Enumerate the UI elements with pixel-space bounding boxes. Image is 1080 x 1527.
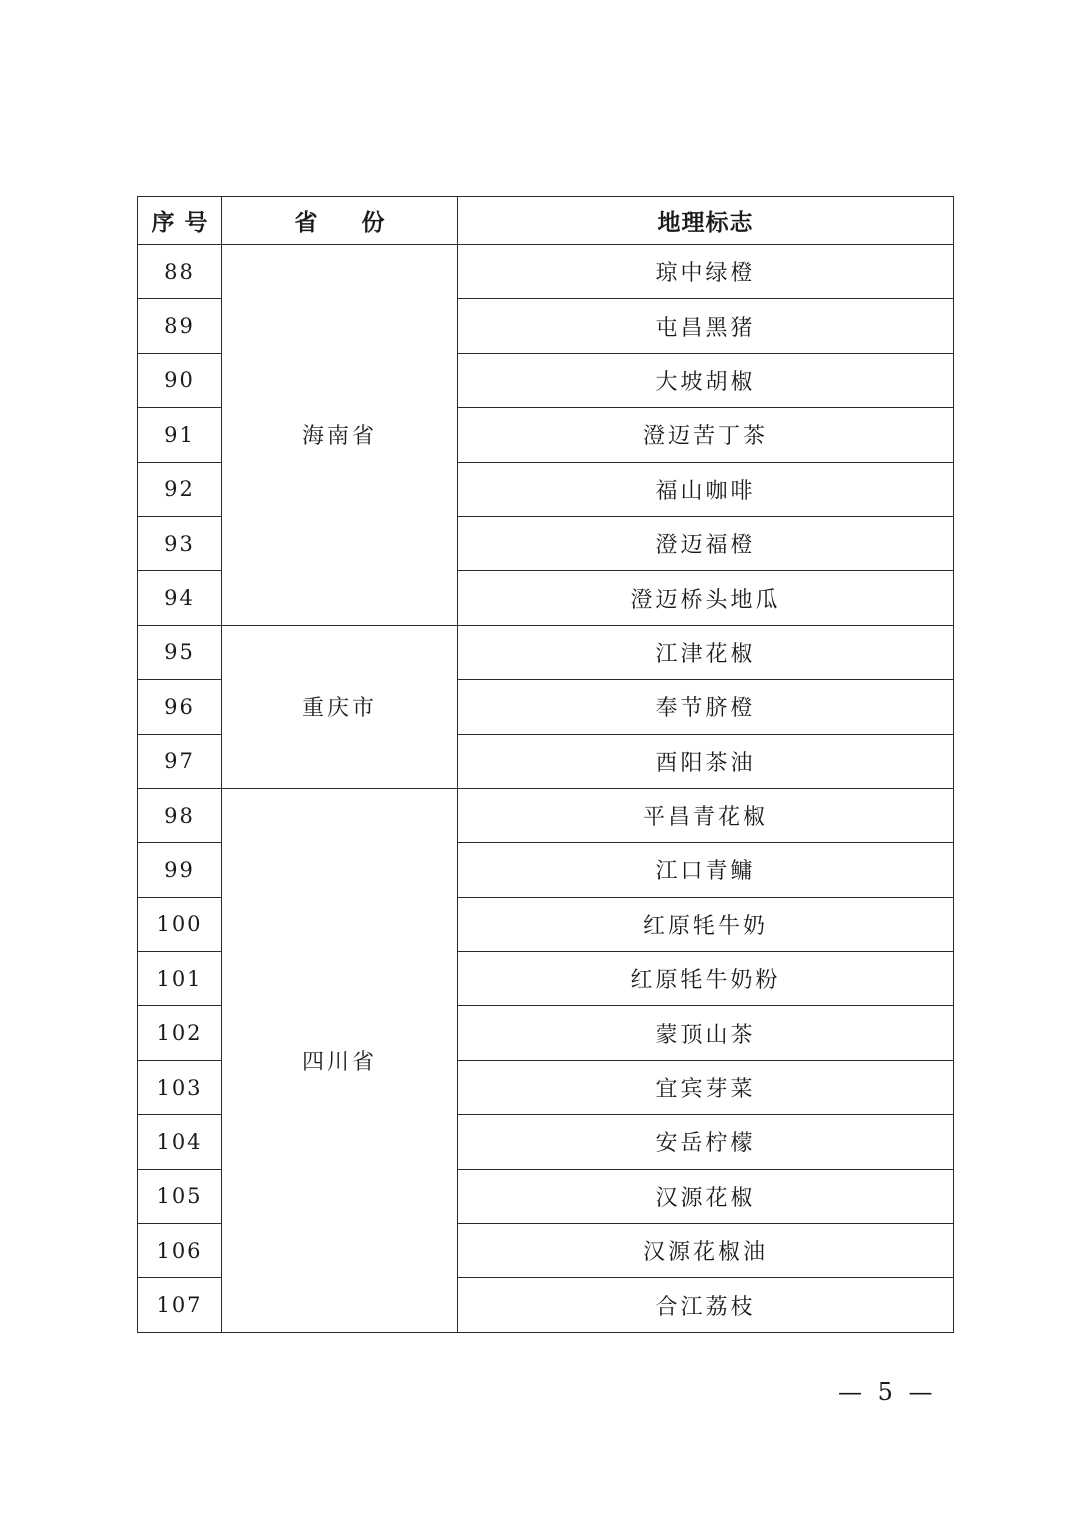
geo-indication-cell: 汉源花椒 — [458, 1169, 954, 1223]
header-seq: 序号 — [138, 197, 222, 245]
geo-indication-cell: 澄迈桥头地瓜 — [458, 571, 954, 625]
row-number: 104 — [138, 1115, 222, 1169]
geo-indication-cell: 屯昌黑猪 — [458, 299, 954, 353]
row-number: 107 — [138, 1278, 222, 1332]
geo-indication-cell: 平昌青花椒 — [458, 788, 954, 842]
table-row — [138, 788, 954, 842]
province-cell: 重庆市 — [222, 625, 458, 788]
row-number: 106 — [138, 1224, 222, 1278]
row-number: 98 — [138, 788, 222, 842]
row-number: 88 — [138, 245, 222, 299]
geo-indication-cell: 奉节脐橙 — [458, 680, 954, 734]
province-cell: 海南省 — [222, 245, 458, 626]
geo-indication-cell: 福山咖啡 — [458, 462, 954, 516]
table-row — [138, 625, 954, 679]
geo-indication-cell: 澄迈苦丁茶 — [458, 408, 954, 462]
province-cell: 四川省 — [222, 788, 458, 1332]
row-number: 101 — [138, 952, 222, 1006]
row-number: 100 — [138, 897, 222, 951]
table-row — [138, 245, 954, 299]
row-number: 94 — [138, 571, 222, 625]
row-number: 93 — [138, 516, 222, 570]
geo-indication-cell: 汉源花椒油 — [458, 1224, 954, 1278]
geo-indication-cell: 红原牦牛奶粉 — [458, 952, 954, 1006]
header-province: 省份 — [222, 197, 458, 245]
geo-indication-cell: 酉阳茶油 — [458, 734, 954, 788]
geo-indication-cell: 大坡胡椒 — [458, 353, 954, 407]
geo-indication-cell: 宜宾芽菜 — [458, 1060, 954, 1114]
geo-indication-cell: 琼中绿橙 — [458, 245, 954, 299]
geo-indication-cell: 江口青鳙 — [458, 843, 954, 897]
row-number: 95 — [138, 625, 222, 679]
geo-indication-cell: 安岳柠檬 — [458, 1115, 954, 1169]
geo-indication-table — [137, 196, 954, 1333]
row-number: 97 — [138, 734, 222, 788]
row-number: 91 — [138, 408, 222, 462]
row-number: 96 — [138, 680, 222, 734]
page-number: — 5 — — [838, 1378, 937, 1406]
row-number: 103 — [138, 1060, 222, 1114]
geo-indication-cell: 蒙顶山茶 — [458, 1006, 954, 1060]
row-number: 89 — [138, 299, 222, 353]
geo-indication-cell: 合江荔枝 — [458, 1278, 954, 1332]
row-number: 102 — [138, 1006, 222, 1060]
row-number: 90 — [138, 353, 222, 407]
row-number: 92 — [138, 462, 222, 516]
header-geo-indication: 地理标志 — [458, 197, 954, 245]
table-header-row — [138, 197, 954, 245]
row-number: 105 — [138, 1169, 222, 1223]
geo-indication-cell: 红原牦牛奶 — [458, 897, 954, 951]
geo-indication-cell: 澄迈福橙 — [458, 516, 954, 570]
row-number: 99 — [138, 843, 222, 897]
geo-indication-cell: 江津花椒 — [458, 625, 954, 679]
